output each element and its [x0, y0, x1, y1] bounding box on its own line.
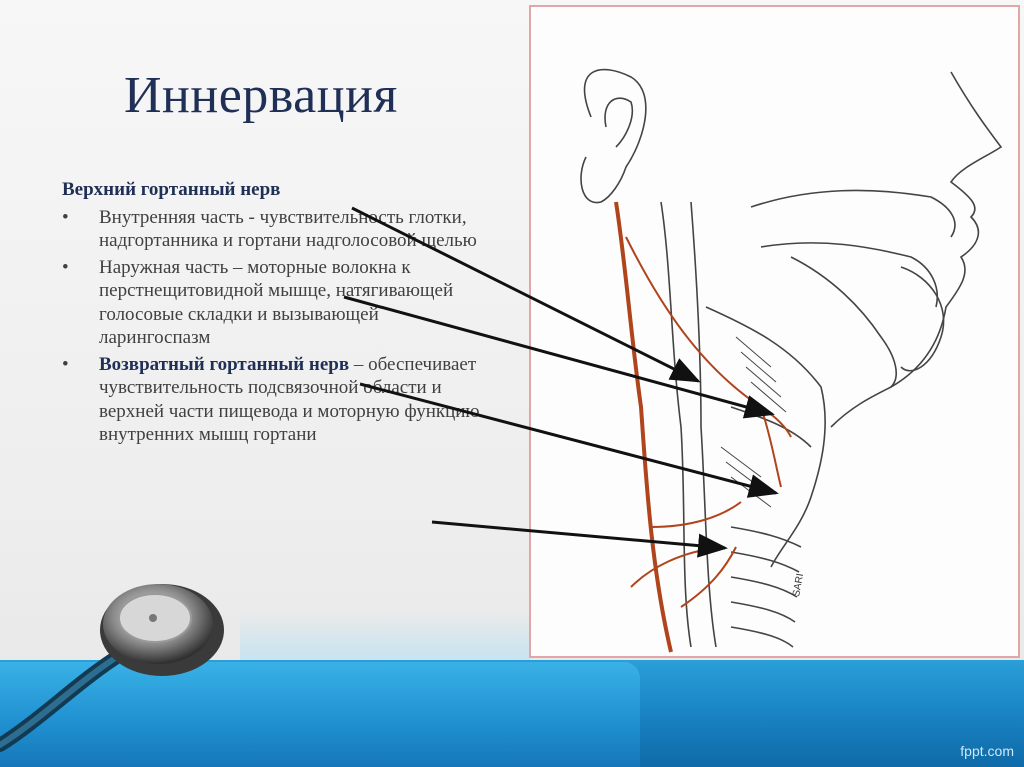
bullet: • [62, 256, 69, 278]
list-item [62, 353, 482, 447]
slide-body [62, 178, 482, 450]
bullet: • [62, 353, 69, 375]
section-heading: Верхний гортанный нерв [62, 179, 281, 200]
bullet: • [62, 206, 69, 228]
recurrent-laryngeal-nerve [651, 502, 741, 527]
anatomy-figure [529, 5, 1020, 658]
watermark: fppt.com [960, 743, 1014, 759]
footer-highlight [240, 612, 530, 662]
anatomy-drawing [531, 7, 1018, 656]
list-item [62, 256, 482, 350]
slide-title: Иннервация [124, 67, 398, 124]
ear-outline [581, 70, 646, 203]
face-profile [831, 72, 1001, 427]
item-text: – обеспечивает чувствительность подсвязочной области и верхней части пищевода и моторную функцию внутренних мышц гортани [99, 353, 480, 445]
stethoscope-image [0, 560, 240, 767]
item-text: Наружная часть – моторные волокна к перстнещитовидной мышце, натягивающей голосовые складки и вызывающей ларингоспазм [99, 256, 454, 348]
figure-signature: SARI [791, 572, 807, 598]
item-text: Внутренняя часть - чувствительность глотки, надгортанника и гортани надголосовой щелью [99, 206, 477, 251]
item-bold-text: Возвратный гортанный нерв [99, 353, 350, 375]
list-item [62, 206, 482, 253]
